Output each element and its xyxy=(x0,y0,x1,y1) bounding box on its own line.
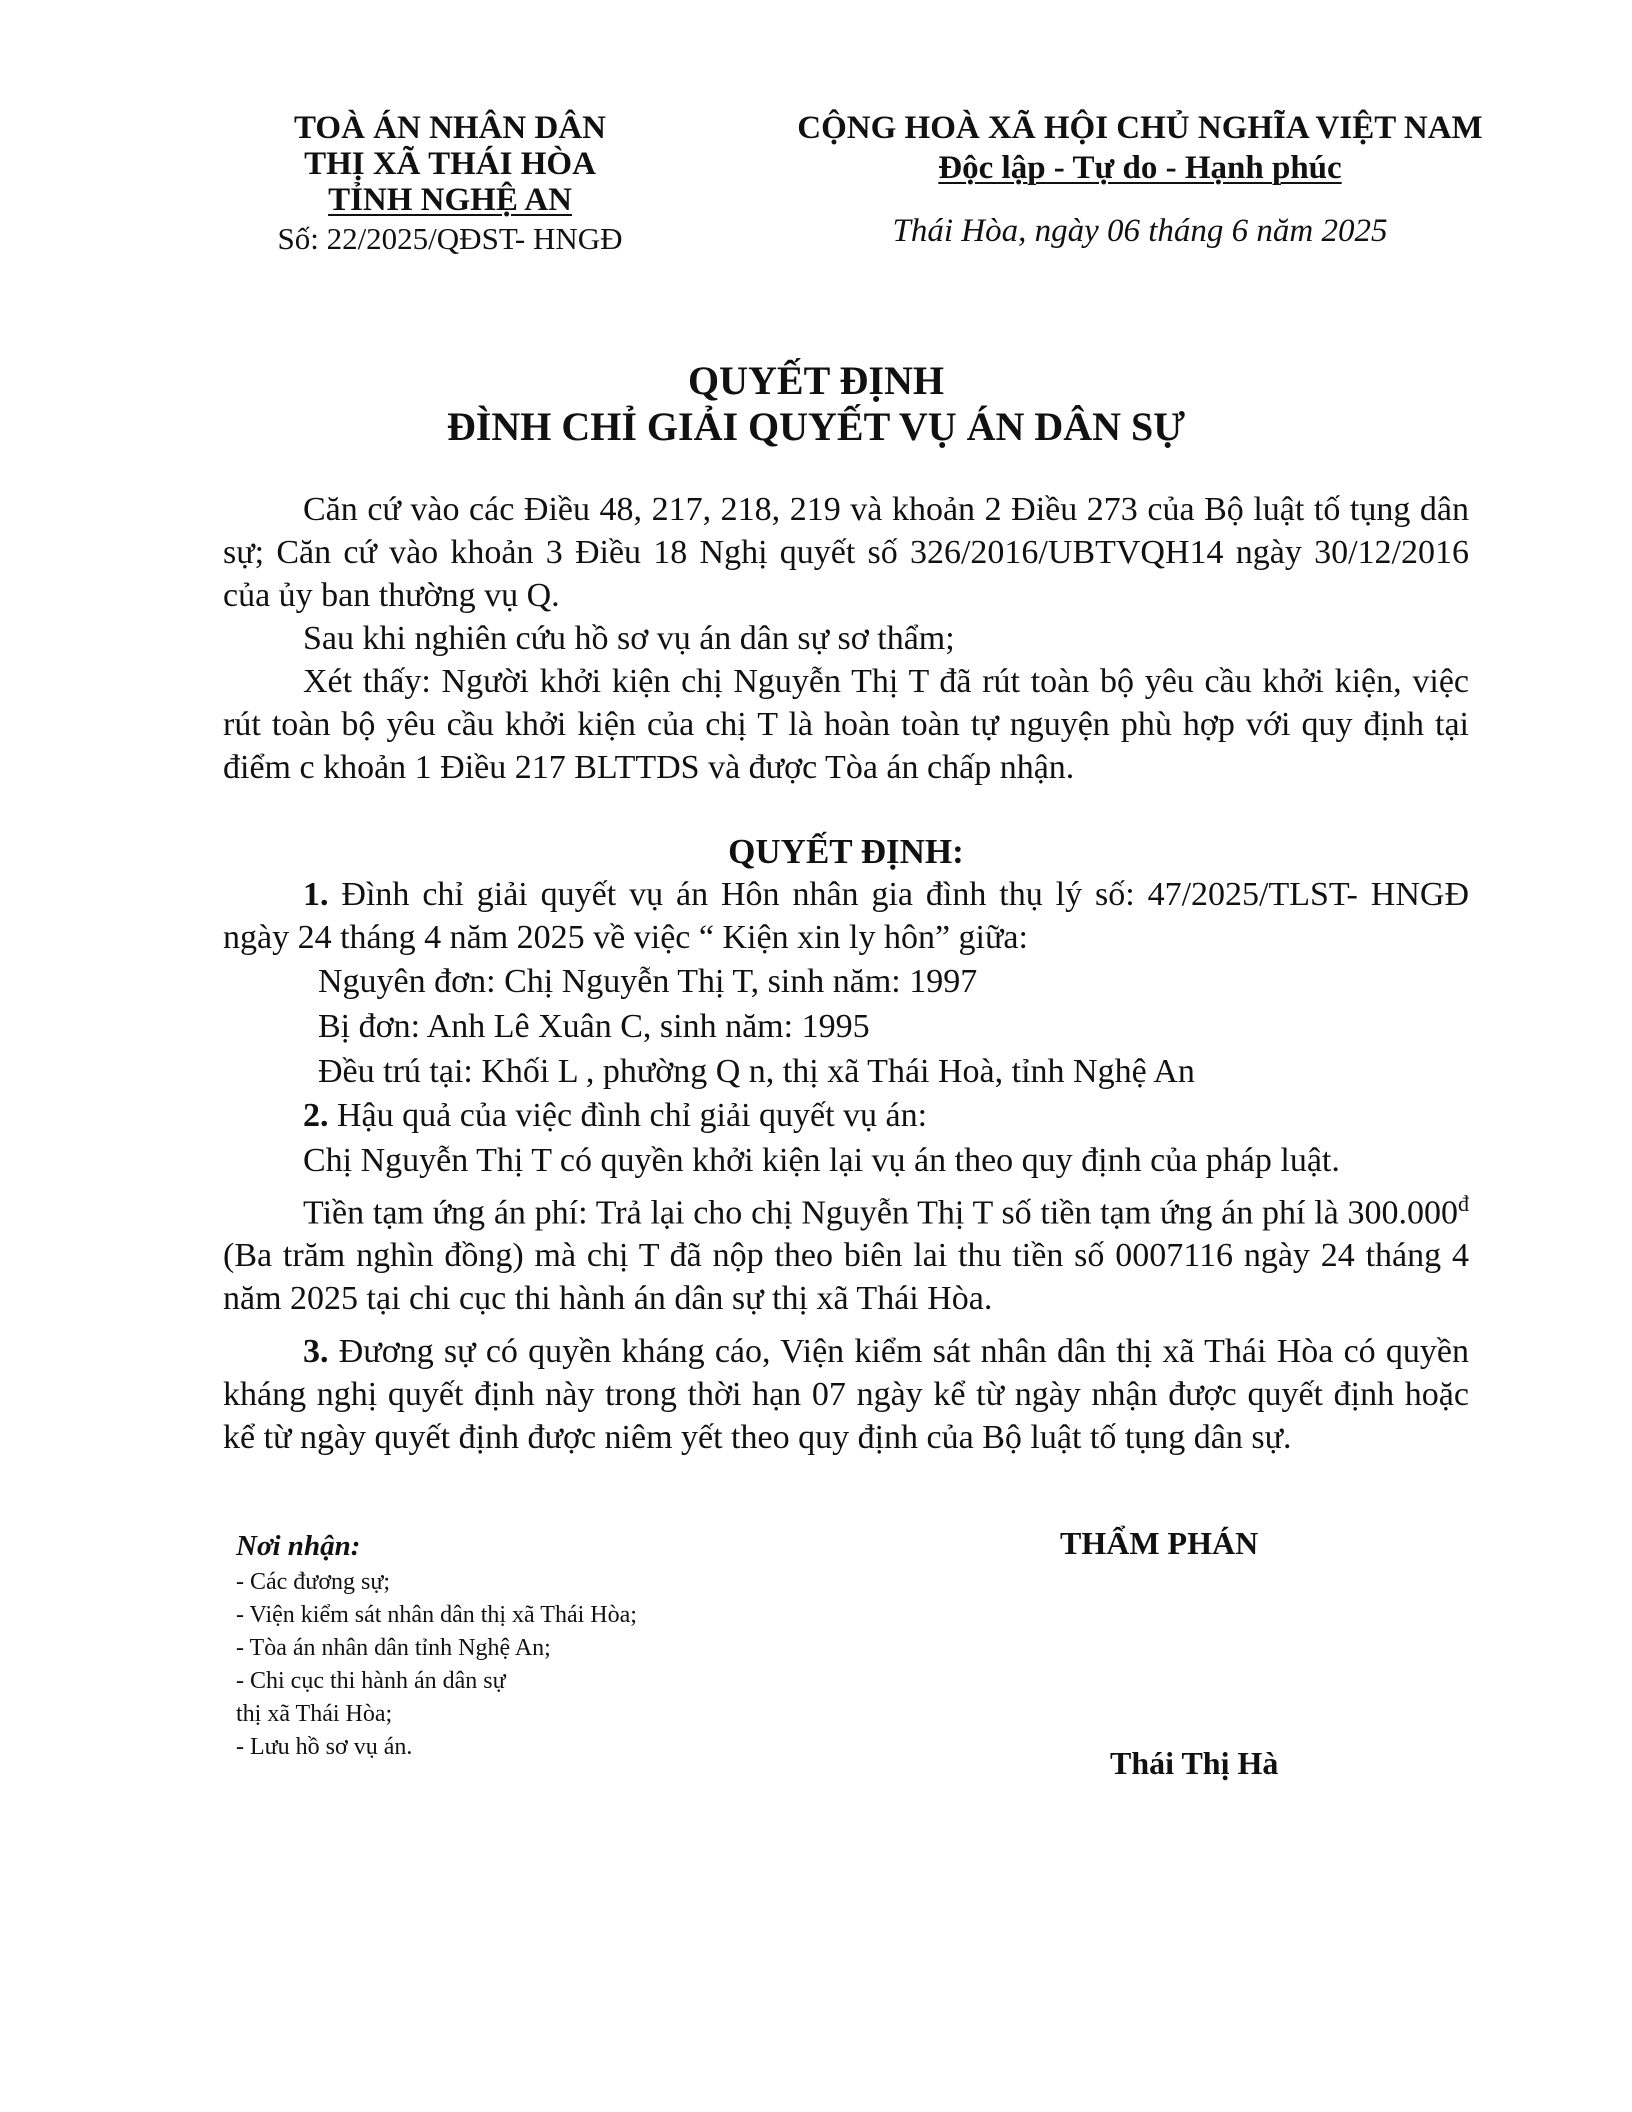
court-name-line1: TOÀ ÁN NHÂN DÂN xyxy=(294,110,606,146)
fee-text-part2: (Ba trăm nghìn đồng) mà chị T đã nộp theo biên lai thu tiền số 0007116 ngày 24 tháng 4 năm 2025 tại chi cục thi hành án dân sự thị xã Thái Hòa. xyxy=(223,1237,1469,1318)
national-motto: Độc lập - Tự do - Hạnh phúc xyxy=(938,150,1342,186)
defendant-line: Bị đơn: Anh Lê Xuân C, sinh năm: 1995 xyxy=(318,1008,870,1045)
fee-text-part1: Tiền tạm ứng án phí: Trả lại cho chị Nguyễn Thị T số tiền tạm ứng án phí là 300.000 xyxy=(303,1194,1458,1232)
signer-role: THẨM PHÁN xyxy=(1060,1525,1259,1561)
decision-item-3 xyxy=(223,1330,1469,1459)
plaintiff-line: Nguyên đơn: Chị Nguyễn Thị T, sinh năm: 1997 xyxy=(318,963,978,1000)
nation-name: CỘNG HOÀ XÃ HỘI CHỦ NGHĨA VIỆT NAM xyxy=(797,110,1483,146)
decision-section xyxy=(223,830,1469,1459)
currency-superscript: đ xyxy=(1458,1191,1469,1216)
item-2-paragraph-1: Chị Nguyễn Thị T có quyền khởi kiện lại vụ án theo quy định của pháp luật. xyxy=(303,1142,1340,1179)
document-title xyxy=(0,358,1632,450)
document-number: Số: 22/2025/QĐST- HNGĐ xyxy=(277,221,623,256)
item-2-number: 2. xyxy=(303,1097,329,1134)
recipient-item: - Các đương sự; xyxy=(236,1569,391,1595)
court-name-line3: TỈNH NGHỆ AN xyxy=(328,182,572,218)
court-header xyxy=(230,110,670,258)
signer-name: Thái Thị Hà xyxy=(1110,1745,1279,1781)
nation-header xyxy=(770,110,1510,250)
title-line2: ĐÌNH CHỈ GIẢI QUYẾT VỤ ÁN DÂN SỰ xyxy=(446,404,1186,449)
recipient-item: - Lưu hồ sơ vụ án. xyxy=(236,1734,413,1760)
finding-paragraph: Xét thấy: Người khởi kiện chị Nguyễn Thị T đã rút toàn bộ yêu cầu khởi kiện, việc rút toàn bộ yêu cầu khởi kiện của chị T là hoàn toàn tự nguyện phù hợp với quy định tại điểm c khoản 1 Điều 217 BLTTDS và được Tòa án chấp nhận. xyxy=(223,663,1469,786)
item-1-number: 1. xyxy=(303,876,329,913)
decision-item-2 xyxy=(223,1094,1469,1137)
decision-item-1 xyxy=(223,873,1469,959)
recipient-item: - Chi cục thi hành án dân sự xyxy=(236,1668,506,1694)
recipient-item: - Tòa án nhân dân tỉnh Nghệ An; xyxy=(236,1635,551,1661)
item-1-text: Đình chỉ giải quyết vụ án Hôn nhân gia đình thụ lý số: 47/2025/TLST- HNGĐ ngày 24 tháng 4 năm 2025 về việc “ Kiện xin ly hôn” giữa: xyxy=(223,876,1469,956)
item-2-paragraph-2 xyxy=(223,1182,1469,1320)
recipients-block xyxy=(236,1528,796,1764)
court-name-line2: THỊ XÃ THÁI HÒA xyxy=(304,146,596,182)
decision-heading: QUYẾT ĐỊNH: xyxy=(728,832,964,871)
recipient-item: - Viện kiểm sát nhân dân thị xã Thái Hòa; xyxy=(236,1602,637,1628)
item-3-number: 3. xyxy=(303,1333,329,1371)
residence-line: Đều trú tại: Khối L , phường Q n, thị xã Thái Hoà, tỉnh Nghệ An xyxy=(318,1053,1195,1090)
title-line1: QUYẾT ĐỊNH xyxy=(688,358,944,403)
item-2-text: Hậu quả của việc đình chỉ giải quyết vụ án: xyxy=(328,1097,928,1134)
recipient-item: thị xã Thái Hòa; xyxy=(236,1701,393,1727)
place-and-date: Thái Hòa, ngày 06 tháng 6 năm 2025 xyxy=(892,213,1388,249)
legal-basis-paragraph: Căn cứ vào các Điều 48, 217, 218, 219 và khoản 2 Điều 273 của Bộ luật tố tụng dân sự; Căn cứ vào khoản 3 Điều 18 Nghị quyết số 326/2016/UBTVQH14 ngày 30/12/2016 của ủy ban thường vụ Q. xyxy=(223,491,1469,614)
preamble xyxy=(223,488,1469,789)
item-3-text: Đương sự có quyền kháng cáo, Viện kiểm sát nhân dân thị xã Thái Hòa có quyền kháng nghị quyết định này trong thời hạn 07 ngày kể từ ngày nhận được quyết định hoặc kể từ ngày quyết định được niêm yết theo quy định của Bộ luật tố tụng dân sự. xyxy=(223,1333,1469,1457)
review-paragraph: Sau khi nghiên cứu hồ sơ vụ án dân sự sơ thẩm; xyxy=(303,620,955,657)
recipients-title: Nơi nhận: xyxy=(236,1530,361,1562)
